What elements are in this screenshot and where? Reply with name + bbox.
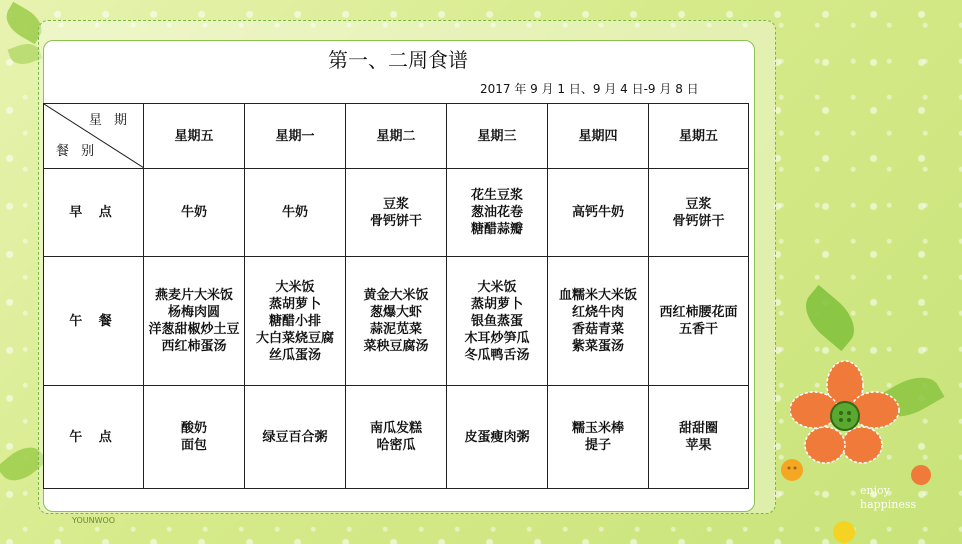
watermark-logo: YOUNWOO xyxy=(72,516,116,525)
menu-cell: 大米饭 蒸胡萝卜 糖醋小排 大白菜烧豆腐 丝瓜蛋汤 xyxy=(245,257,346,386)
happiness-text: happiness xyxy=(860,498,917,511)
menu-cell: 血糯米大米饭 红烧牛肉 香菇青菜 紫菜蛋汤 xyxy=(548,257,649,386)
page-title: 第一、二周食谱 xyxy=(328,48,468,72)
menu-table xyxy=(43,103,749,489)
menu-cell: 豆浆 骨钙饼干 xyxy=(346,169,447,257)
menu-cell: 大米饭 蒸胡萝卜 银鱼蒸蛋 木耳炒笋瓜 冬瓜鸭舌汤 xyxy=(447,257,548,386)
leaf-decoration xyxy=(795,285,864,351)
corner-cell xyxy=(44,104,144,169)
corner-bottom-label: 餐 别 xyxy=(56,144,99,159)
corner-top-label: 星 期 xyxy=(88,113,131,128)
header-row xyxy=(44,104,749,169)
button-icon xyxy=(910,464,932,486)
menu-cell: 甜甜圈 苹果 xyxy=(649,386,749,489)
flower-icon xyxy=(790,360,900,470)
menu-cell: 豆浆 骨钙饼干 xyxy=(649,169,749,257)
menu-cell: 黄金大米饭 葱爆大虾 蒜泥苋菜 菜秧豆腐汤 xyxy=(346,257,447,386)
date-range: 2017 年 9 月 1 日、9 月 4 日-9 月 8 日 xyxy=(480,82,699,96)
meal-row xyxy=(44,257,749,386)
menu-cell: 花生豆浆 葱油花卷 糖醋蒜瓣 xyxy=(447,169,548,257)
meal-row xyxy=(44,169,749,257)
enjoy-happiness-text xyxy=(860,484,916,512)
meal-row xyxy=(44,386,749,489)
day-header: 星期二 xyxy=(346,104,447,169)
meal-name: 早 点 xyxy=(44,169,144,257)
day-header: 星期三 xyxy=(447,104,548,169)
button-icon xyxy=(832,520,856,544)
menu-cell: 牛奶 xyxy=(245,169,346,257)
menu-cell: 牛奶 xyxy=(144,169,245,257)
meal-name: 午 点 xyxy=(44,386,144,489)
button-icon xyxy=(780,458,804,482)
menu-cell: 燕麦片大米饭 杨梅肉圆 洋葱甜椒炒土豆 西红柿蛋汤 xyxy=(144,257,245,386)
day-header: 星期五 xyxy=(649,104,749,169)
day-header: 星期一 xyxy=(245,104,346,169)
day-header: 星期五 xyxy=(144,104,245,169)
menu-cell: 南瓜发糕 哈密瓜 xyxy=(346,386,447,489)
menu-cell: 糯玉米棒 提子 xyxy=(548,386,649,489)
enjoy-text: enjoy xyxy=(860,484,890,497)
day-header: 星期四 xyxy=(548,104,649,169)
meal-name: 午 餐 xyxy=(44,257,144,386)
menu-cell: 绿豆百合粥 xyxy=(245,386,346,489)
menu-cell: 皮蛋瘦肉粥 xyxy=(447,386,548,489)
menu-cell: 西红柿腰花面 五香干 xyxy=(649,257,749,386)
menu-cell: 高钙牛奶 xyxy=(548,169,649,257)
menu-cell: 酸奶 面包 xyxy=(144,386,245,489)
